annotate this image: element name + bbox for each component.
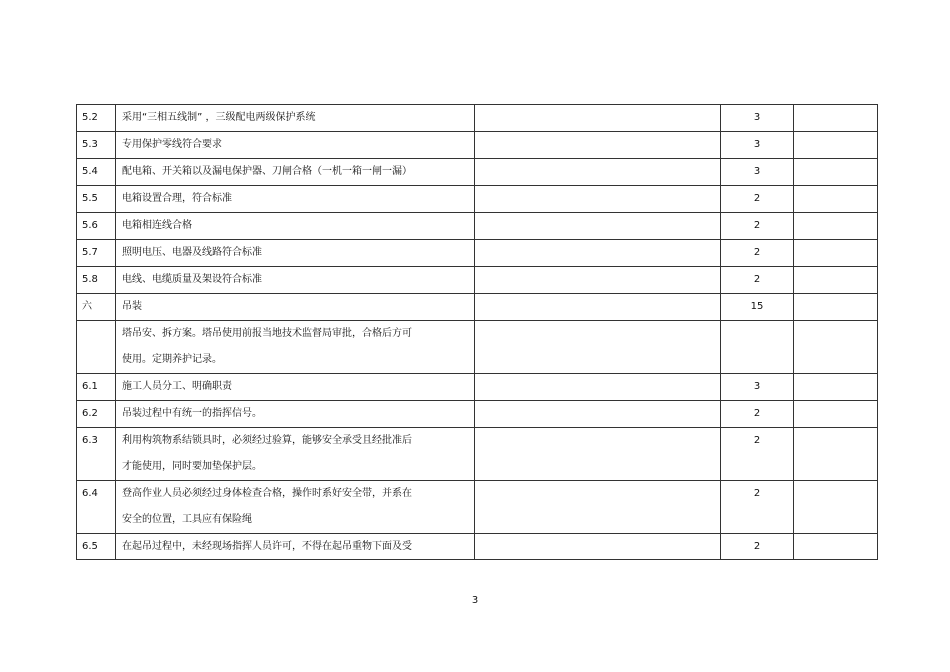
table-row xyxy=(77,105,878,132)
row-score: 3 xyxy=(721,105,794,132)
table-row xyxy=(77,401,878,428)
table-row xyxy=(77,374,878,401)
table-row xyxy=(77,267,878,294)
row-score: 2 xyxy=(721,240,794,267)
row-check-cell xyxy=(475,481,721,534)
row-score: 3 xyxy=(721,374,794,401)
row-check-cell xyxy=(475,294,721,321)
row-item: 电箱相连线合格 xyxy=(116,213,475,240)
page-number: 3 xyxy=(471,595,479,606)
row-actual-score-cell xyxy=(794,374,878,401)
table-row xyxy=(77,534,878,560)
row-item: 电箱设置合理，符合标准 xyxy=(116,186,475,213)
row-check-cell xyxy=(475,132,721,159)
row-check-cell xyxy=(475,159,721,186)
table-row-section xyxy=(77,294,878,321)
row-actual-score-cell xyxy=(794,401,878,428)
row-score: 2 xyxy=(721,428,794,481)
row-item: 采用“三相五线制” ，三级配电两级保护系统 xyxy=(116,105,475,132)
row-item: 利用构筑物系结锁具时，必须经过验算，能够安全承受且经批准后 才能使用，同时要加垫保护层。 xyxy=(116,428,475,481)
row-item: 配电箱、开关箱以及漏电保护器、刀闸合格（一机一箱一闸一漏） xyxy=(116,159,475,186)
row-actual-score-cell xyxy=(794,132,878,159)
row-check-cell xyxy=(475,240,721,267)
row-item: 电线、电缆质量及架设符合标准 xyxy=(116,267,475,294)
table-row xyxy=(77,213,878,240)
row-score: 2 xyxy=(721,186,794,213)
row-item: 吊装过程中有统一的指挥信号。 xyxy=(116,401,475,428)
row-number: 5.5 xyxy=(77,186,116,213)
row-score: 2 xyxy=(721,213,794,240)
row-number: 5.6 xyxy=(77,213,116,240)
row-number: 6.2 xyxy=(77,401,116,428)
row-check-cell xyxy=(475,213,721,240)
row-actual-score-cell xyxy=(794,534,878,560)
row-number: 5.8 xyxy=(77,267,116,294)
row-item: 施工人员分工、明确职责 xyxy=(116,374,475,401)
row-actual-score-cell xyxy=(794,240,878,267)
row-check-cell xyxy=(475,534,721,560)
row-actual-score-cell xyxy=(794,428,878,481)
table-row xyxy=(77,159,878,186)
row-score: 2 xyxy=(721,267,794,294)
row-score: 15 xyxy=(721,294,794,321)
row-score: 2 xyxy=(721,401,794,428)
row-check-cell xyxy=(475,267,721,294)
row-actual-score-cell xyxy=(794,186,878,213)
row-actual-score-cell xyxy=(794,105,878,132)
row-item: 在起吊过程中，未经现场指挥人员许可，不得在起吊重物下面及受 xyxy=(116,534,475,560)
row-check-cell xyxy=(475,401,721,428)
row-item: 吊装 xyxy=(116,294,475,321)
table-row xyxy=(77,321,878,374)
row-number: 5.4 xyxy=(77,159,116,186)
row-item: 登高作业人员必须经过身体检查合格，操作时系好安全带，并系在 安全的位置，工具应有保险绳 xyxy=(116,481,475,534)
table-row xyxy=(77,186,878,213)
row-check-cell xyxy=(475,321,721,374)
row-number: 5.2 xyxy=(77,105,116,132)
table-row xyxy=(77,240,878,267)
row-number: 5.7 xyxy=(77,240,116,267)
row-number: 6.4 xyxy=(77,481,116,534)
row-actual-score-cell xyxy=(794,481,878,534)
row-score: 2 xyxy=(721,481,794,534)
row-actual-score-cell xyxy=(794,213,878,240)
row-item: 专用保护零线符合要求 xyxy=(116,132,475,159)
table-row xyxy=(77,481,878,534)
row-number: 6.1 xyxy=(77,374,116,401)
row-actual-score-cell xyxy=(794,267,878,294)
row-item: 照明电压、电器及线路符合标准 xyxy=(116,240,475,267)
row-score: 2 xyxy=(721,534,794,560)
row-check-cell xyxy=(475,186,721,213)
row-actual-score-cell xyxy=(794,321,878,374)
row-number: 6.3 xyxy=(77,428,116,481)
row-score: 3 xyxy=(721,159,794,186)
row-score: 3 xyxy=(721,132,794,159)
row-item: 塔吊安、拆方案。塔吊使用前报当地技术监督局审批，合格后方可 使用。定期养护记录。 xyxy=(116,321,475,374)
row-number: 6.5 xyxy=(77,534,116,560)
row-score xyxy=(721,321,794,374)
row-number xyxy=(77,321,116,374)
row-number: 六 xyxy=(77,294,116,321)
row-check-cell xyxy=(475,105,721,132)
row-number: 5.3 xyxy=(77,132,116,159)
row-actual-score-cell xyxy=(794,294,878,321)
inspection-table xyxy=(76,104,878,560)
row-actual-score-cell xyxy=(794,159,878,186)
row-check-cell xyxy=(475,428,721,481)
row-check-cell xyxy=(475,374,721,401)
table-row xyxy=(77,428,878,481)
table-row xyxy=(77,132,878,159)
